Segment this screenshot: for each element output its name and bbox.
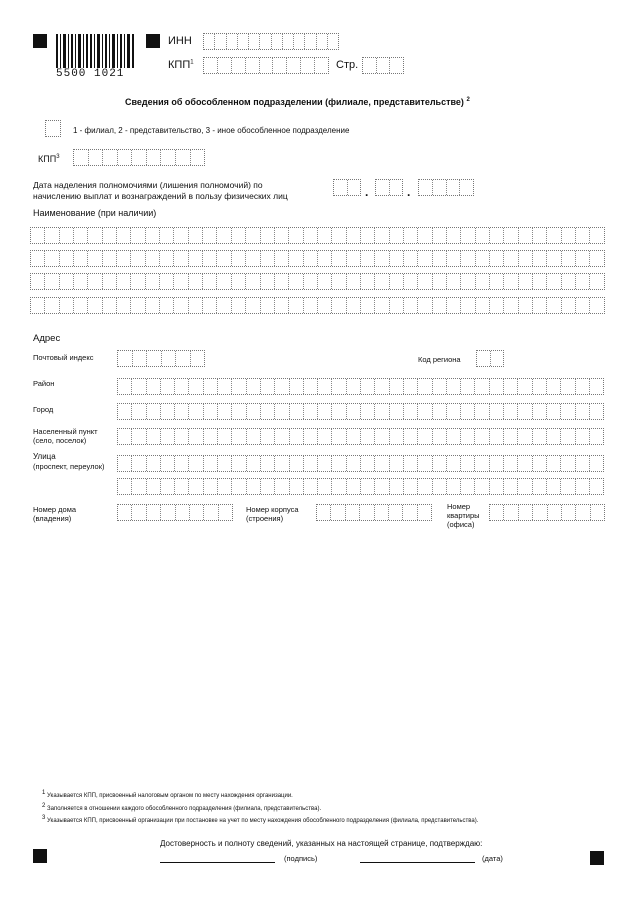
subdivision-kpp-label: КПП$^3$ (38, 154, 60, 164)
apartment-number-cells[interactable] (489, 504, 605, 521)
footnote-3: 3 Указывается КПП, присвоенный организации при постановке на учет по месту нахождения обособленного подразделения (филиала, представительства). (42, 815, 479, 824)
district-label: Район (33, 379, 55, 388)
date-year-cells[interactable] (418, 179, 474, 196)
settlement-label-line2: (село, поселок) (33, 436, 87, 445)
district-cells[interactable] (117, 378, 604, 395)
name-row-4[interactable] (30, 297, 605, 314)
kpp-cells[interactable] (203, 57, 329, 74)
subdivision-type-cell[interactable] (45, 120, 61, 137)
footnote-1: 1 Указывается КПП, присвоенный налоговым органом по месту нахождения организации. (42, 790, 293, 799)
name-row-3[interactable] (30, 273, 605, 290)
name-label: Наименование (при наличии) (33, 208, 157, 218)
confirmation-text: Достоверность и полноту сведений, указанных на настоящей странице, подтверждаю: (160, 839, 483, 848)
date-month-cells[interactable] (375, 179, 403, 196)
postal-code-cells[interactable] (117, 350, 205, 367)
registration-marker-top-left (33, 34, 47, 48)
date-separator-1: . (365, 185, 369, 199)
apartment-label-line2: квартиры (447, 511, 480, 520)
street-row-2[interactable] (117, 478, 604, 495)
building-label-line2: (строения) (246, 514, 284, 523)
house-label-line1: Номер дома (33, 505, 77, 514)
inn-label: ИНН (168, 35, 192, 47)
settlement-label-line1: Населенный пункт (33, 427, 98, 436)
footer-date-label: (дата) (482, 854, 503, 863)
building-number-cells[interactable] (316, 504, 432, 521)
settlement-cells[interactable] (117, 428, 604, 445)
address-title: Адрес (33, 333, 61, 344)
date-separator-2: . (407, 185, 411, 199)
apartment-label-line1: Номер (447, 502, 471, 511)
page-cells[interactable] (362, 57, 404, 74)
name-row-1[interactable] (30, 227, 605, 244)
registration-marker-bottom-left (33, 849, 47, 863)
subdivision-kpp-cells[interactable] (73, 149, 205, 166)
city-cells[interactable] (117, 403, 604, 420)
registration-marker-top-right (146, 34, 160, 48)
date-line[interactable] (360, 862, 475, 863)
region-code-label: Код региона (418, 355, 461, 364)
region-code-cells[interactable] (476, 350, 504, 367)
barcode (56, 34, 134, 80)
registration-marker-bottom-right (590, 851, 604, 865)
inn-cells[interactable] (203, 33, 339, 50)
date-day-cells[interactable] (333, 179, 361, 196)
signature-label: (подпись) (284, 854, 318, 863)
building-label-line1: Номер корпуса (246, 505, 299, 514)
street-label-line1: Улица (33, 452, 56, 461)
house-number-cells[interactable] (117, 504, 233, 521)
city-label: Город (33, 405, 54, 414)
signature-line[interactable] (160, 862, 275, 863)
kpp-label: КПП$^1$ (168, 59, 194, 71)
date-label-line2: начислению выплат и вознаграждений в пользу физических лиц (33, 191, 288, 201)
footnote-2: 2 Заполняется в отношении каждого обособленного подразделения (филиала, представительства). (42, 803, 322, 812)
barcode-number: 5500 1021 (56, 68, 125, 80)
page-label: Стр. (336, 59, 359, 71)
apartment-label-line3: (офиса) (447, 520, 475, 529)
subdivision-type-hint: 1 - филиал, 2 - представительство, 3 - иное обособленное подразделение (73, 126, 350, 135)
section-title: Сведения об обособленном подразделении (филиале, представительстве) $^2$ (125, 97, 470, 107)
date-label-line1: Дата наделения полномочиями (лишения полномочий) по (33, 180, 263, 190)
house-label-line2: (владения) (33, 514, 72, 523)
name-row-2[interactable] (30, 250, 605, 267)
street-label-line2: (проспект, переулок) (33, 462, 105, 471)
postal-code-label: Почтовый индекс (33, 353, 94, 362)
street-row-1[interactable] (117, 455, 604, 472)
